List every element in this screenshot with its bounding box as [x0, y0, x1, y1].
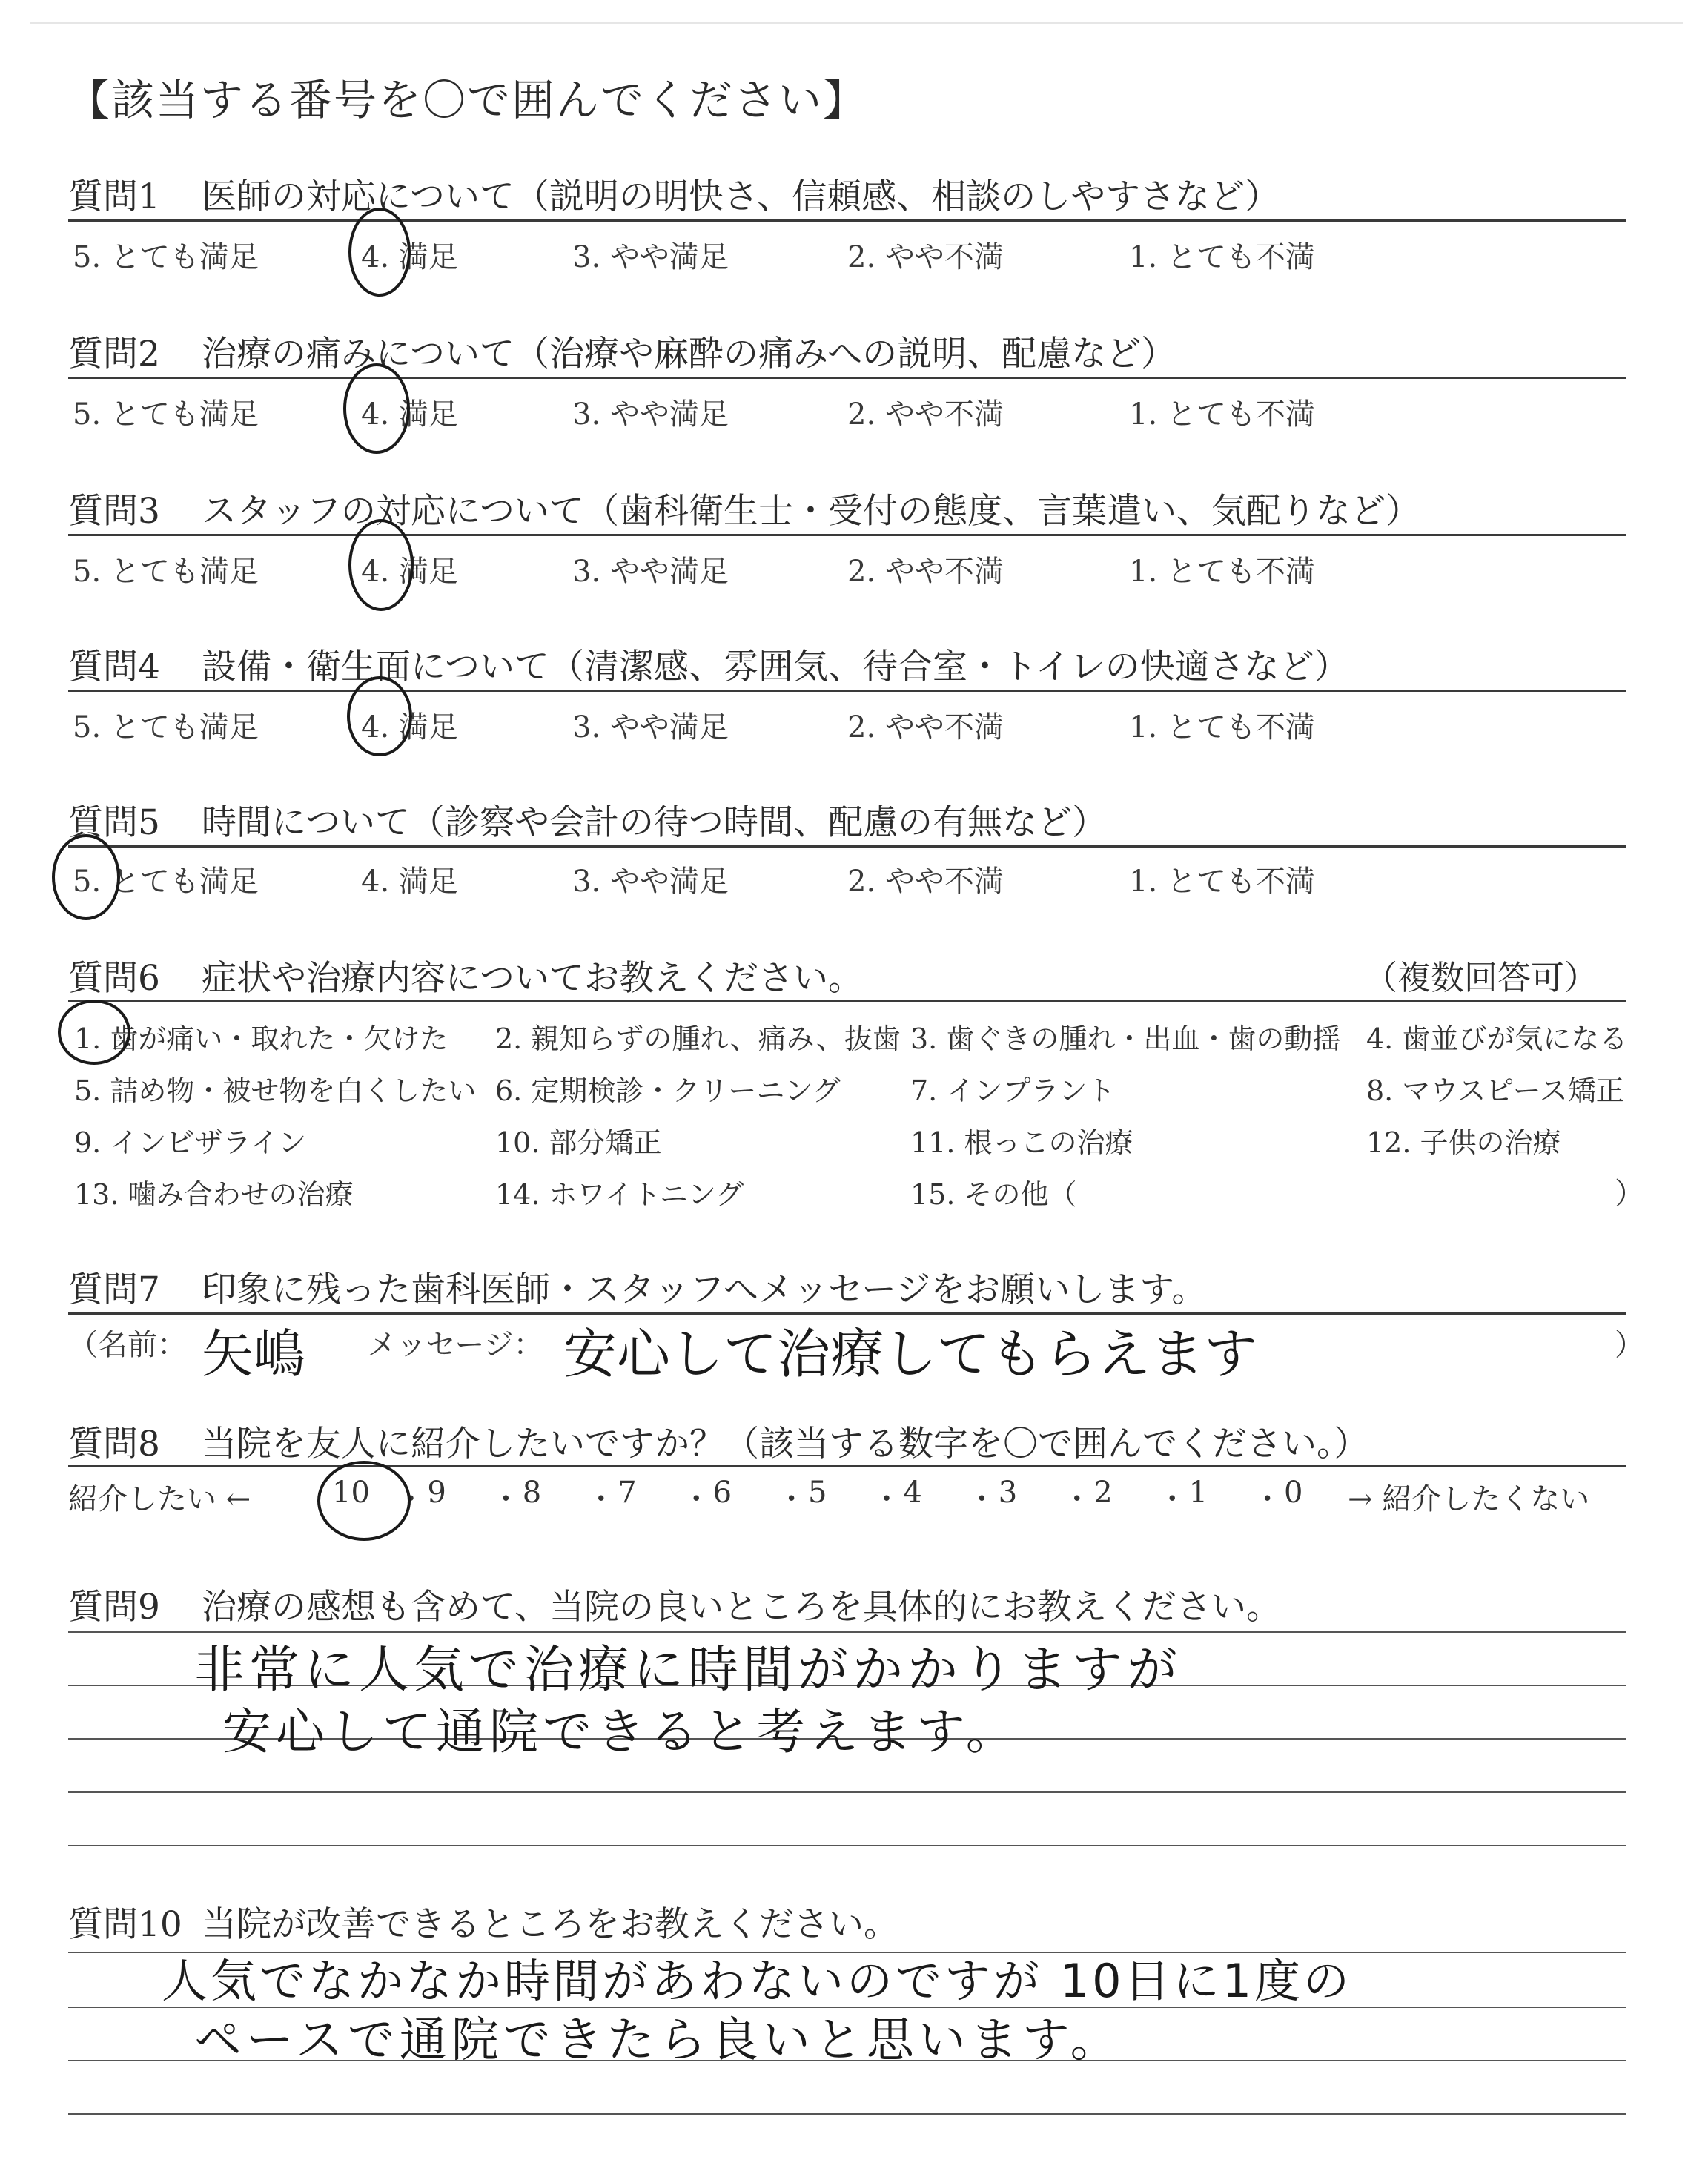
question-number: 質問7 — [68, 1269, 160, 1310]
message-label: メッセージ： — [367, 1328, 543, 1362]
question-4 — [68, 639, 1349, 689]
scale-value-10[interactable]: 10 — [332, 1476, 370, 1510]
question-text: 時間について（診察や会計の待つ時間、配慮の有無など） — [202, 802, 1108, 843]
name-label: （名前： — [68, 1328, 187, 1362]
question-rule — [68, 534, 1626, 536]
option-4[interactable]: 4. 満足 — [361, 555, 458, 589]
q10-answer-line1[interactable]: 人気でなかなか時間があわないのですが 10日に1度の — [162, 1954, 1353, 2008]
symptom-option-14[interactable]: 14. ホワイトニング — [495, 1178, 744, 1211]
scale-separator-dot: ・ — [396, 1482, 426, 1516]
q10-answer-line2[interactable]: ペースで通院できたら良いと思います。 — [194, 2013, 1122, 2068]
option-5[interactable]: 5. とても満足 — [73, 555, 259, 589]
question-text: 設備・衛生面について（清潔感、雰囲気、待合室・トイレの快適さなど） — [202, 647, 1349, 687]
selection-circle — [52, 834, 120, 920]
option-2[interactable]: 2. やや不満 — [847, 397, 1004, 432]
question-number: 質問8 — [68, 1424, 160, 1464]
option-1[interactable]: 1. とても不満 — [1129, 865, 1315, 899]
question-3 — [68, 483, 1420, 533]
question-number: 質問10 — [68, 1904, 182, 1945]
symptom-option-1[interactable]: 1. 歯が痛い・取れた・欠けた — [74, 1023, 448, 1055]
answer-line — [68, 1791, 1626, 1793]
scale-value-8[interactable]: 8 — [522, 1476, 542, 1510]
option-4[interactable]: 4. 満足 — [361, 865, 458, 899]
question-text: 症状や治療内容についてお教えください。 — [202, 958, 864, 999]
scale-value-3[interactable]: 3 — [998, 1476, 1018, 1510]
symptom-option-10[interactable]: 10. 部分矯正 — [495, 1126, 662, 1159]
scale-separator-dot: ・ — [1157, 1482, 1188, 1516]
recommend-right-label: → 紹介したくない — [1348, 1482, 1590, 1516]
symptom-option-8[interactable]: 8. マウスピース矯正 — [1366, 1074, 1624, 1107]
option-3[interactable]: 3. やや満足 — [572, 397, 729, 432]
option-4[interactable]: 4. 満足 — [361, 710, 458, 744]
question-text: 当院を友人に紹介したいですか？（該当する数字を〇で囲んでください。） — [202, 1424, 1369, 1464]
scale-value-5[interactable]: 5 — [808, 1476, 827, 1510]
answer-line — [68, 1845, 1626, 1846]
symptom-option-7[interactable]: 7. インプラント — [910, 1074, 1116, 1107]
question-text: 治療の感想も含めて、当院の良いところを具体的にお教えください。 — [202, 1587, 1282, 1628]
message-value[interactable]: 安心して治療してもらえます — [563, 1323, 1258, 1385]
question-number: 質問6 — [68, 958, 160, 999]
symptom-option-11[interactable]: 11. 根っこの治療 — [910, 1126, 1133, 1159]
question-rule — [68, 377, 1626, 379]
option-4[interactable]: 4. 満足 — [361, 397, 458, 432]
question-9 — [68, 1579, 1281, 1629]
option-3[interactable]: 3. やや満足 — [572, 555, 729, 589]
scale-value-4[interactable]: 4 — [903, 1476, 922, 1510]
other-close-paren: ） — [1615, 1177, 1644, 1211]
selection-circle — [348, 519, 414, 611]
question-8 — [68, 1416, 1369, 1466]
symptom-option-4[interactable]: 4. 歯並びが気になる — [1366, 1023, 1628, 1055]
q9-answer-line2[interactable]: 安心して通院できると考えます。 — [222, 1703, 1019, 1760]
question-2 — [68, 326, 1176, 376]
name-value[interactable]: 矢嶋 — [202, 1324, 305, 1384]
option-3[interactable]: 3. やや満足 — [572, 240, 729, 274]
answer-line — [68, 2113, 1626, 2115]
question-1 — [68, 169, 1280, 219]
question-text: 医師の対応について（説明の明快さ、信頼感、相談のしやすさなど） — [202, 176, 1280, 217]
option-1[interactable]: 1. とても不満 — [1129, 710, 1315, 744]
question-number: 質問2 — [68, 334, 160, 374]
scale-separator-dot: ・ — [776, 1482, 807, 1516]
scale-value-9[interactable]: 9 — [427, 1476, 446, 1510]
selection-circle — [347, 676, 412, 756]
scale-value-0[interactable]: 0 — [1284, 1476, 1303, 1510]
option-4[interactable]: 4. 満足 — [361, 240, 458, 274]
scale-separator-dot: ・ — [586, 1482, 616, 1516]
question-rule — [68, 219, 1626, 222]
option-2[interactable]: 2. やや不満 — [847, 240, 1004, 274]
top-border — [30, 22, 1683, 24]
question-text: 治療の痛みについて（治療や麻酔の痛みへの説明、配慮など） — [202, 334, 1176, 374]
symptom-option-9[interactable]: 9. インビザライン — [74, 1126, 307, 1159]
option-2[interactable]: 2. やや不満 — [847, 865, 1004, 899]
question-number: 質問4 — [68, 647, 160, 687]
option-1[interactable]: 1. とても不満 — [1129, 397, 1315, 432]
multiple-answer-note: （複数回答可） — [1364, 958, 1598, 997]
selection-circle — [343, 363, 410, 454]
question-number: 質問3 — [68, 491, 160, 532]
question-rule — [68, 845, 1626, 848]
question-rule — [68, 690, 1626, 692]
option-5[interactable]: 5. とても満足 — [73, 397, 259, 432]
question-rule — [68, 1000, 1626, 1002]
symptom-option-6[interactable]: 6. 定期検診・クリーニング — [495, 1074, 841, 1107]
page-title: 【該当する番号を〇で囲んでください】 — [67, 75, 868, 125]
question-5 — [68, 795, 1107, 845]
scale-separator-dot: ・ — [681, 1482, 712, 1516]
question-number: 質問1 — [68, 176, 160, 217]
scale-separator-dot: ・ — [1252, 1482, 1282, 1516]
selection-circle — [348, 208, 411, 297]
scale-value-2[interactable]: 2 — [1093, 1476, 1113, 1510]
symptom-option-13[interactable]: 13. 噛み合わせの治療 — [74, 1178, 354, 1211]
symptom-option-2[interactable]: 2. 親知らずの腫れ、痛み、抜歯 — [495, 1023, 901, 1055]
question-number: 質問5 — [68, 802, 160, 843]
option-1[interactable]: 1. とても不満 — [1129, 555, 1315, 589]
scale-value-7[interactable]: 7 — [618, 1476, 637, 1510]
question-rule — [68, 1465, 1626, 1467]
scale-separator-dot: ・ — [872, 1482, 901, 1516]
selection-circle — [58, 1000, 130, 1065]
option-2[interactable]: 2. やや不満 — [847, 555, 1004, 589]
question-text: 当院が改善できるところをお教えください。 — [202, 1904, 898, 1945]
message-close-paren: ） — [1615, 1328, 1644, 1362]
question-text: 印象に残った歯科医師・スタッフへメッセージをお願いします。 — [202, 1269, 1207, 1310]
scale-separator-dot: ・ — [967, 1482, 997, 1516]
symptom-option-15[interactable]: 15. その他（ — [910, 1178, 1077, 1211]
question-text: スタッフの対応について（歯科衛生士・受付の態度、言葉遣い、気配りなど） — [202, 491, 1421, 532]
scale-value-1[interactable]: 1 — [1188, 1476, 1208, 1510]
selection-circle — [317, 1461, 411, 1541]
option-5[interactable]: 5. とても満足 — [73, 710, 259, 744]
option-3[interactable]: 3. やや満足 — [572, 865, 729, 899]
recommend-left-label: 紹介したい ← — [68, 1482, 251, 1516]
question-7 — [68, 1262, 1206, 1312]
scale-separator-dot: ・ — [1062, 1482, 1092, 1516]
symptom-option-5[interactable]: 5. 詰め物・被せ物を白くしたい — [74, 1074, 477, 1107]
option-1[interactable]: 1. とても不満 — [1129, 240, 1315, 274]
option-5[interactable]: 5. とても満足 — [73, 865, 259, 899]
option-2[interactable]: 2. やや不満 — [847, 710, 1004, 744]
option-3[interactable]: 3. やや満足 — [572, 710, 729, 744]
question-number: 質問9 — [68, 1587, 160, 1628]
scale-separator-dot: ・ — [491, 1482, 521, 1516]
symptom-option-3[interactable]: 3. 歯ぐきの腫れ・出血・歯の動揺 — [910, 1023, 1341, 1055]
q9-answer-line1[interactable]: 非常に人気で治療に時間がかかりますが — [194, 1641, 1182, 1700]
option-5[interactable]: 5. とても満足 — [73, 240, 259, 274]
scale-value-6[interactable]: 6 — [712, 1476, 732, 1510]
symptom-option-12[interactable]: 12. 子供の治療 — [1366, 1126, 1561, 1159]
question-6 — [68, 951, 863, 1000]
question-10 — [68, 1897, 898, 1946]
